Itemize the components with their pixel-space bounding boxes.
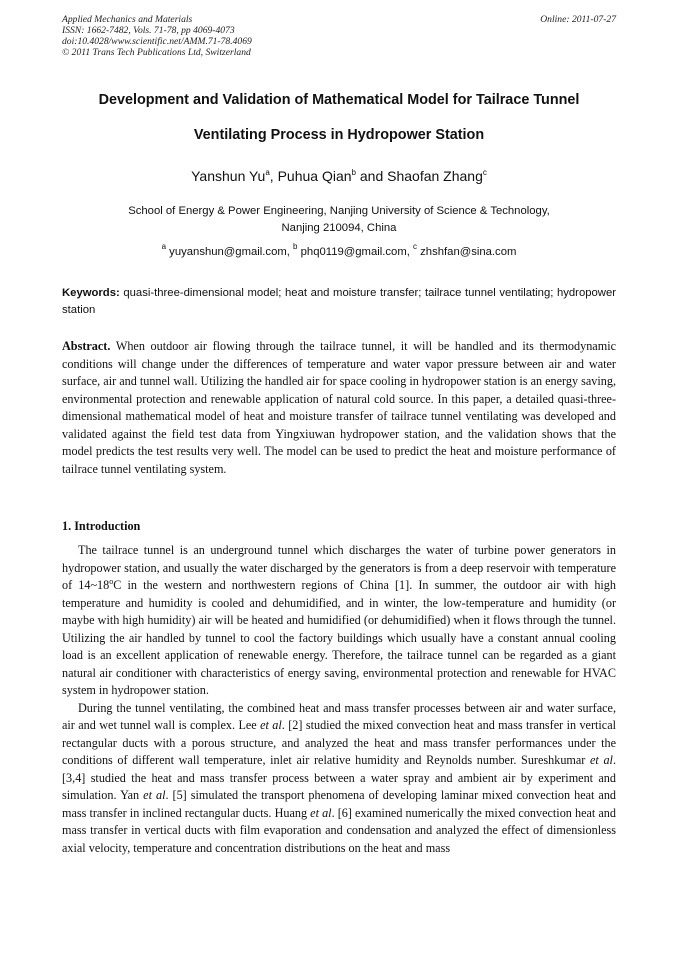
author-separator: , xyxy=(269,168,278,184)
paragraph xyxy=(62,542,616,700)
author-emails xyxy=(40,242,638,258)
et-al: et al xyxy=(310,805,332,820)
online-date: Online: 2011-07-27 xyxy=(540,14,616,25)
journal-name: Applied Mechanics and Materials xyxy=(62,14,193,25)
degree-superscript: o xyxy=(109,577,114,586)
affiliation-line-1: School of Energy & Power Engineering, Nanjing University of Science & Technology, xyxy=(128,205,550,217)
introduction-body xyxy=(62,542,616,857)
email-mark: a xyxy=(161,242,167,251)
email-address: phq0119@gmail.com, xyxy=(297,246,414,258)
et-al: et al xyxy=(590,753,613,767)
issn-line: ISSN: 1662-7482, Vols. 71-78, pp 4069-4073 xyxy=(62,25,235,36)
email-mark: c xyxy=(413,242,418,251)
paper-title-line-2: Ventilating Process in Hydropower Station xyxy=(193,127,485,143)
author-affil-mark: c xyxy=(482,168,487,177)
paragraph xyxy=(62,700,616,858)
author-affil-mark: a xyxy=(265,168,270,177)
author-name: Yanshun Yu xyxy=(191,168,266,184)
abstract-text: When outdoor air flowing through the tailrace tunnel, it will be handled and its thermodynamic conditions will change under the differences of temperature and water vapor pressure between air and water surface, air and tunnel wall. Utilizing the handled air for space cooling in hydropower station is an energy saving, environmental protection and renewable application of natural cold source. In this paper, a detailed quasi-three-dimensional mathematical model of heat and moisture transfer of tailrace tunnel ventilating was developed and validated against the field test data from Yingxiuwan hydropower station, and the validation shows that the model predicts the test results very well. The model can be used to predict the heat and moisture performance of tailrace tunnel ventilating system. xyxy=(62,339,616,476)
email-address: zhshfan@sina.com xyxy=(417,246,517,258)
affiliation-line-2: Nanjing 210094, China xyxy=(281,222,397,234)
copyright-line: © 2011 Trans Tech Publications Ltd, Switzerland xyxy=(62,47,251,58)
et-al: et al xyxy=(143,788,166,802)
journal-header xyxy=(62,14,252,58)
paragraph-text: . [3,4] studied the heat and mass transfer process between a water spray and ambient air by experiment and simulation. Yan xyxy=(62,753,616,802)
section-heading: 1. Introduction xyxy=(62,519,141,533)
doi-line: doi:10.4028/www.scientific.net/AMM.71-78.4069 xyxy=(62,36,252,47)
author-list xyxy=(40,168,638,184)
paragraph-text: The tailrace tunnel is an underground tunnel which discharges the water of turbine power generators in hydropower station, and usually the water discharged by the generators is from a deep reservoir with temperature of 14~18 xyxy=(62,543,616,592)
paragraph-text: . [5] simulated the transport phenomena of developing laminar mixed convection heat and mass transfer in inclined rectangular ducts. Huang xyxy=(62,788,617,820)
keywords-label: Keywords: xyxy=(62,287,120,299)
paragraph-text: . [6] examined numerically the mixed convection heat and mass transfer in vertical ducts with film evaporation and condensation and analyzed the effect of dimensionless axial velocity, temperature and concentration distributions on the heat and mass xyxy=(62,805,616,855)
keywords xyxy=(62,285,616,319)
paragraph-text: During the tunnel ventilating, the combined heat and mass transfer processes between air and water surface, air and wet tunnel wall is complex. Lee xyxy=(62,700,616,732)
paragraph-text: . [2] studied the mixed convection heat and mass transfer in vertical rectangular ducts with a porous structure, and analyzed the heat and mass transfer performances under the conditions of different wall temperature, inlet air relative humidity and Reynolds number. Sureshkumar xyxy=(62,718,616,767)
paragraph-text: C in the western and northwestern regions of China [1]. In summer, the outdoor air with high temperature and humidity is cooled and dehumidified, and in winter, the low-temperature and humidity (or maybe with high humidity) air will be heated and humidified (or dehumidified) when it flows through the tunnel. Utilizing the air handled by tunnel to cool the factory buildings which usually have a constant annual cooling load is an excellent application of renewable energy. Therefore, the tailrace tunnel can be regarded as a giant natural air conditioner with characteristics of energy saving, environmental protection and renewable for HVAC system in hydropower station. xyxy=(62,578,616,697)
abstract xyxy=(62,338,616,478)
et-al: et al xyxy=(260,718,282,732)
author-name: Puhua Qian xyxy=(277,168,352,184)
email-address: yuyanshun@gmail.com, xyxy=(166,246,294,258)
author-affil-mark: b xyxy=(351,168,356,177)
author-name: Shaofan Zhang xyxy=(387,168,483,184)
keywords-text: quasi-three-dimensional model; heat and moisture transfer; tailrace tunnel ventilating; hydropower station xyxy=(62,287,616,316)
email-mark: b xyxy=(293,242,298,251)
abstract-label: Abstract. xyxy=(62,339,111,353)
author-separator: and xyxy=(355,168,388,184)
paper-title-line-1: Development and Validation of Mathematical Model for Tailrace Tunnel xyxy=(98,92,580,108)
